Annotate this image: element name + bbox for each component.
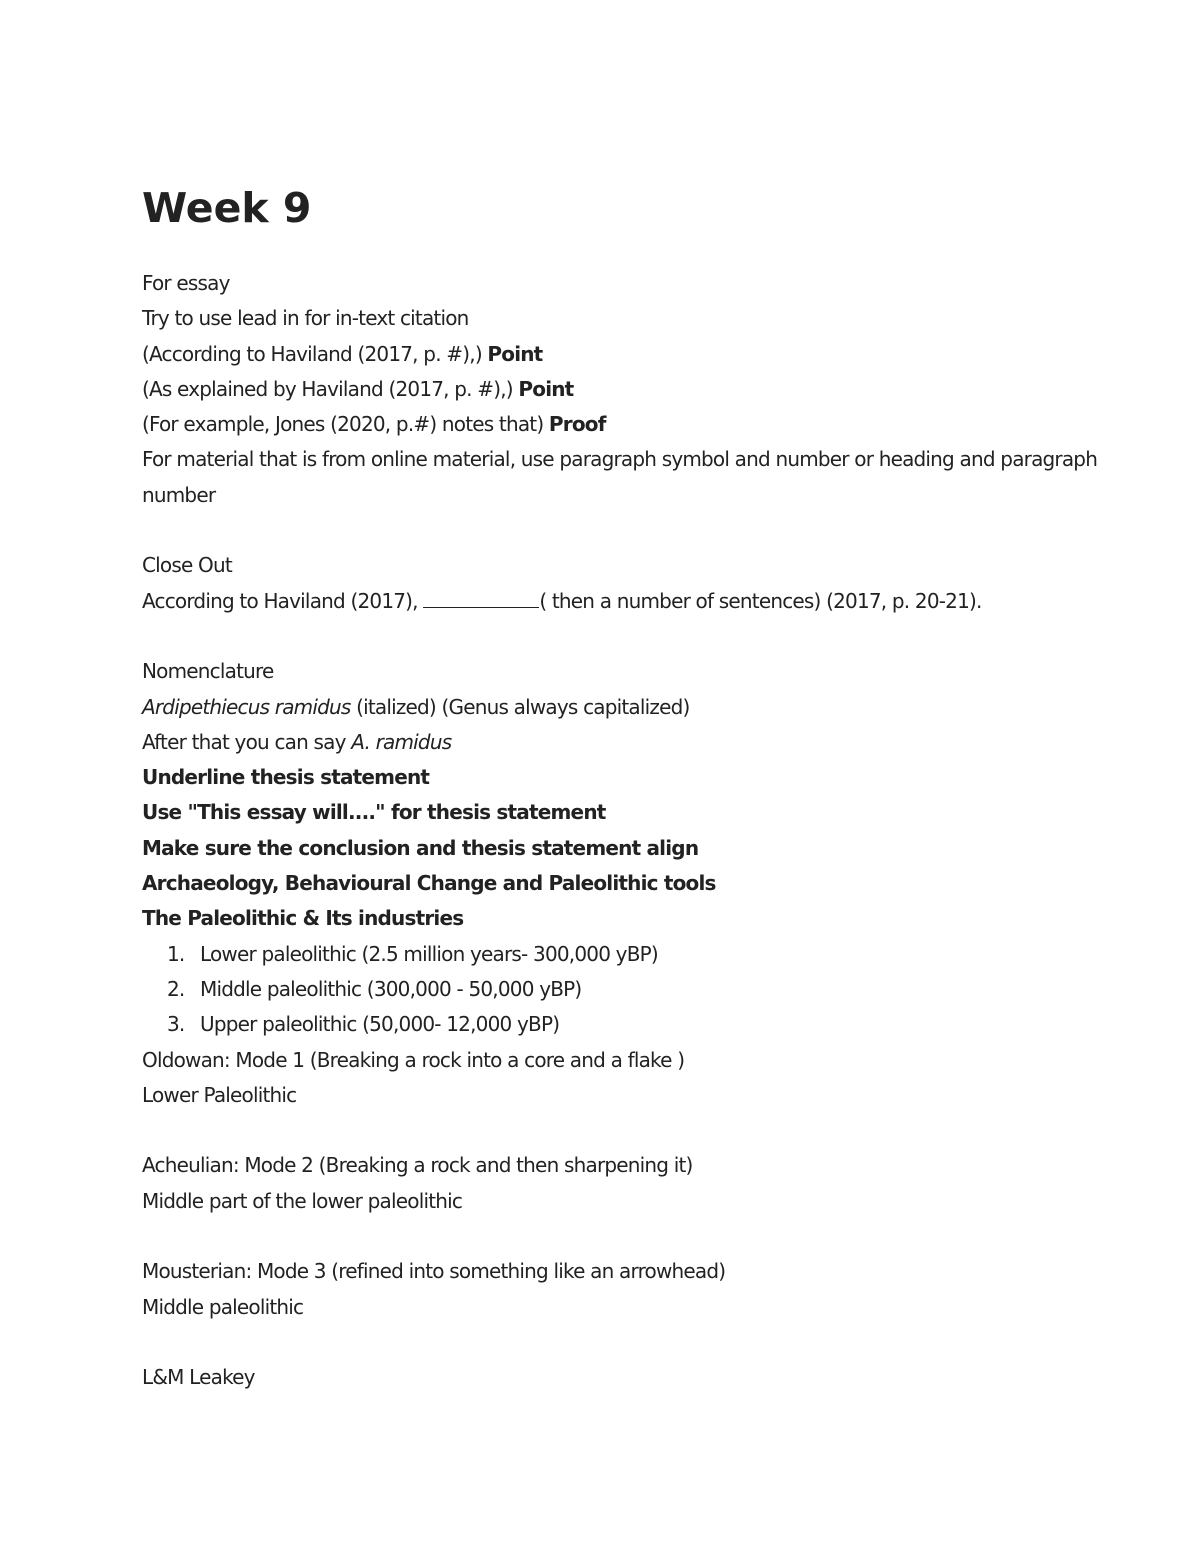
citation-label: Point bbox=[518, 376, 574, 401]
citation-example-line bbox=[142, 407, 1102, 442]
list-item-text: Middle paleolithic (300,000 - 50,000 yBP) bbox=[200, 976, 582, 1001]
species-name: Ardipethiecus ramidus bbox=[142, 694, 351, 719]
citation-example-line bbox=[142, 337, 1102, 372]
bold-line: Underline thesis statement bbox=[142, 765, 430, 790]
list-item-text: Upper paleolithic (50,000- 12,000 yBP) bbox=[200, 1012, 560, 1037]
close-out-line bbox=[142, 584, 1102, 619]
list-item bbox=[142, 937, 1102, 972]
text-line: For essay bbox=[142, 271, 230, 295]
list-number: 2. bbox=[167, 976, 185, 1001]
list-number: 1. bbox=[167, 941, 185, 966]
list-item bbox=[142, 972, 1102, 1007]
blank-line bbox=[142, 1113, 1102, 1148]
species-line bbox=[142, 725, 1102, 760]
citation-label: Proof bbox=[548, 412, 606, 437]
text-line: Try to use lead in for in-text citation bbox=[142, 306, 469, 331]
blank-line bbox=[142, 1219, 1102, 1254]
species-name: A. ramidus bbox=[351, 729, 452, 754]
page-title: Week 9 bbox=[142, 184, 312, 232]
document-body bbox=[142, 266, 1102, 1396]
fill-in-blank bbox=[423, 587, 539, 608]
blank-line bbox=[142, 1325, 1102, 1360]
text-line: Middle paleolithic bbox=[142, 1294, 304, 1319]
close-out-text: ( then a number of sentences) (2017, p. 20-21). bbox=[539, 588, 982, 613]
text-line: Close Out bbox=[142, 553, 232, 578]
citation-label: Point bbox=[487, 341, 543, 366]
species-line bbox=[142, 690, 1102, 725]
section-heading: The Paleolithic & Its industries bbox=[142, 906, 464, 931]
text-line: L&M Leakey bbox=[142, 1365, 255, 1390]
period-list bbox=[142, 937, 1102, 1043]
text-line: Oldowan: Mode 1 (Breaking a rock into a core and a flake ) bbox=[142, 1047, 685, 1072]
citation-text: (As explained by Haviland (2017, p. #),) bbox=[142, 376, 513, 401]
text-line: Middle part of the lower paleolithic bbox=[142, 1188, 463, 1213]
text-line: Mousterian: Mode 3 (refined into something like an arrowhead) bbox=[142, 1259, 726, 1284]
blank-line bbox=[142, 513, 1102, 548]
text-line: Nomenclature bbox=[142, 659, 274, 684]
text-line: Lower Paleolithic bbox=[142, 1082, 297, 1107]
list-number: 3. bbox=[167, 1012, 185, 1037]
list-item bbox=[142, 1007, 1102, 1042]
text-line: Acheulian: Mode 2 (Breaking a rock and then sharpening it) bbox=[142, 1153, 693, 1178]
citation-example-line bbox=[142, 372, 1102, 407]
text-paragraph: For material that is from online material, use paragraph symbol and number or heading and paragraph number bbox=[142, 447, 1098, 507]
bold-line: Make sure the conclusion and thesis statement align bbox=[142, 835, 699, 860]
list-item-text: Lower paleolithic (2.5 million years- 300,000 yBP) bbox=[200, 941, 658, 966]
species-note: After that you can say bbox=[142, 729, 346, 754]
bold-line: Use "This essay will...." for thesis statement bbox=[142, 800, 606, 825]
citation-text: (According to Haviland (2017, p. #),) bbox=[142, 341, 482, 366]
section-heading: Archaeology, Behavioural Change and Paleolithic tools bbox=[142, 871, 716, 896]
citation-text: (For example, Jones (2020, p.#) notes that) bbox=[142, 412, 544, 437]
blank-line bbox=[142, 619, 1102, 654]
close-out-text: According to Haviland (2017), bbox=[142, 588, 418, 613]
species-note: (italized) (Genus always capitalized) bbox=[356, 694, 690, 719]
